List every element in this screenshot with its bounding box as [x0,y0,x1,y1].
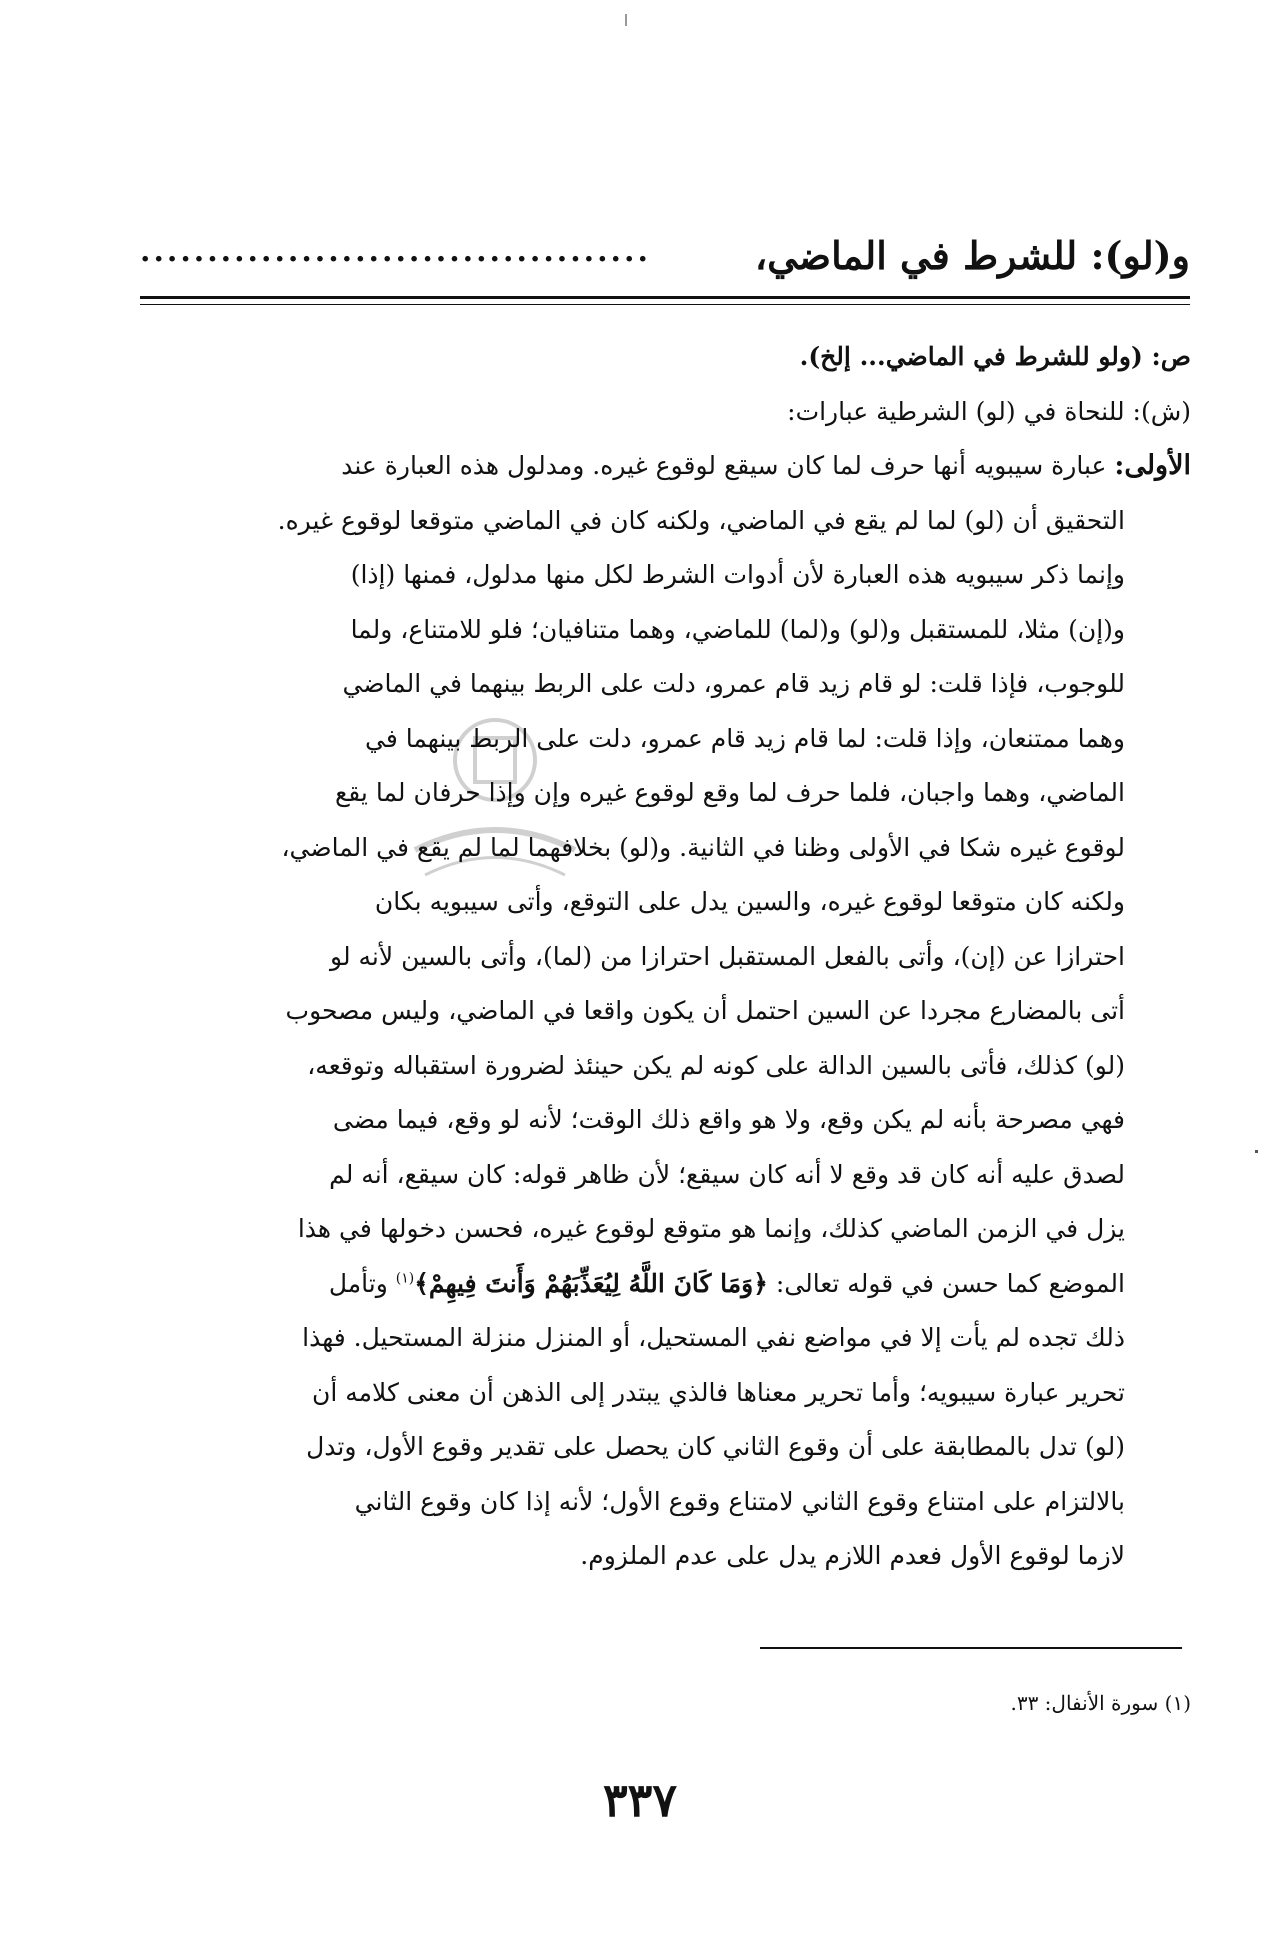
header-rule-thick [140,296,1190,299]
text-line-heading: ص: (ولو للشرط في الماضي... إلخ). [799,342,1191,371]
text-line: و(إن) مثلا، للمستقبل و(لو) و(لما) للماضي، وهما متنافيان؛ فلو للامتناع، ولما [350,614,1125,644]
text-line: الماضي، وهما واجبان، فلما حرف لما وقع لوقوع غيره وإن وإذا حرفان لما يقع [334,778,1125,807]
text-line-quran [111,1257,1191,1312]
library-watermark-seal [395,700,595,900]
footnote: (١) سورة الأنفال: ٣٣. [1010,1691,1191,1715]
text-line: يزل في الزمن الماضي كذلك، وإنما هو متوقع لوقوع غيره، فحسن دخولها في هذا [297,1214,1125,1243]
body-text [111,330,1191,1584]
text-line [111,439,1191,494]
text-line: أتى بالمضارع مجردا عن السين احتمل أن يكون واقعا في الماضي، وليس مصحوب [285,996,1125,1025]
text-line: بالالتزام على امتناع وقوع الثاني لامتناع وقوع الأول؛ لأنه إذا كان وقوع الثاني [354,1486,1125,1516]
page-number: ٣٣٧ [602,1773,678,1827]
text-line: (لو) تدل بالمطابقة على أن وقوع الثاني كان يحصل على تقدير وقوع الأول، وتدل [306,1432,1125,1461]
footnote-rule [760,1647,1182,1649]
text-line: لصدق عليه أنه كان قد وقع لا أنه كان سيقع؛ لأن ظاهر قوله: كان سيقع، أنه لم [329,1159,1125,1189]
text-line-content: عبارة سيبويه أنها حرف لما كان سيقع لوقوع غيره. ومدلول هذه العبارة عند [341,451,1107,480]
quran-verse: ﴿وَمَا كَانَ اللَّهُ لِيُعَذِّبَهُمْ وَأَنتَ فِيهِمْ﴾ [414,1268,768,1298]
header-title: و(لو): للشرط في الماضي، [754,233,1190,278]
text-line: لازما لوقوع الأول فعدم اللازم يدل على عدم الملزوم. [580,1541,1125,1570]
text-line: فهي مصرحة بأنه لم يكن وقع، ولا هو واقع ذلك الوقت؛ لأنه لو وقع، فيما مضى [332,1105,1125,1134]
text-line: (لو) كذلك، فأتى بالسين الدالة على كونه لم يكن حينئذ لضرورة استقباله وتوقعه، [307,1050,1125,1080]
text-line: ذلك تجده لم يأت إلا في مواضع نفي المستحيل، أو المنزل منزلة المستحيل. فهذا [302,1323,1125,1352]
quran-intro: الموضع كما حسن في قوله تعالى: [775,1268,1125,1298]
text-line: تحرير عبارة سيبويه؛ وأما تحرير معناها فالذي يبتدر إلى الذهن أن معنى كلامه أن [311,1377,1125,1407]
text-line: وإنما ذكر سيبويه هذه العبارة لأن أدوات الشرط لكل منها مدلول، فمنها (إذا) [350,560,1125,589]
scan-speck [1255,1150,1258,1153]
header-rule-thin [140,304,1190,305]
text-line: احترازا عن (إن)، وأتى بالفعل المستقبل احترازا من (لما)، وأتى بالسين لأنه لو [330,941,1125,971]
text-line: وهما ممتنعان، وإذا قلت: لما قام زيد قام عمرو، دلت على الربط بينهما في [364,723,1125,753]
footnote-reference: (١) [395,1270,415,1287]
running-header [140,226,1190,286]
text-line: للوجوب، فإذا قلت: لو قام زيد قام عمرو، دلت على الربط بينهما في الماضي [342,669,1125,698]
scan-mark [625,14,627,26]
text-line-end: وتأمل [328,1268,388,1298]
text-line: ولكنه كان متوقعا لوقوع غيره، والسين يدل على التوقع، وأتى سيبويه بكان [374,887,1125,916]
header-dot-leader: ...................................... [140,234,651,269]
text-line-intro: (ش): للنحاة في (لو) الشرطية عبارات: [787,396,1191,426]
text-line: التحقيق أن (لو) لما لم يقع في الماضي، ولكنه كان في الماضي متوقعا لوقوع غيره. [277,505,1125,535]
first-opinion-label: الأولى: [1114,450,1191,481]
text-line: لوقوع غيره شكا في الأولى وظنا في الثانية. و(لو) بخلافهما لما لم يقع في الماضي، [281,832,1125,862]
